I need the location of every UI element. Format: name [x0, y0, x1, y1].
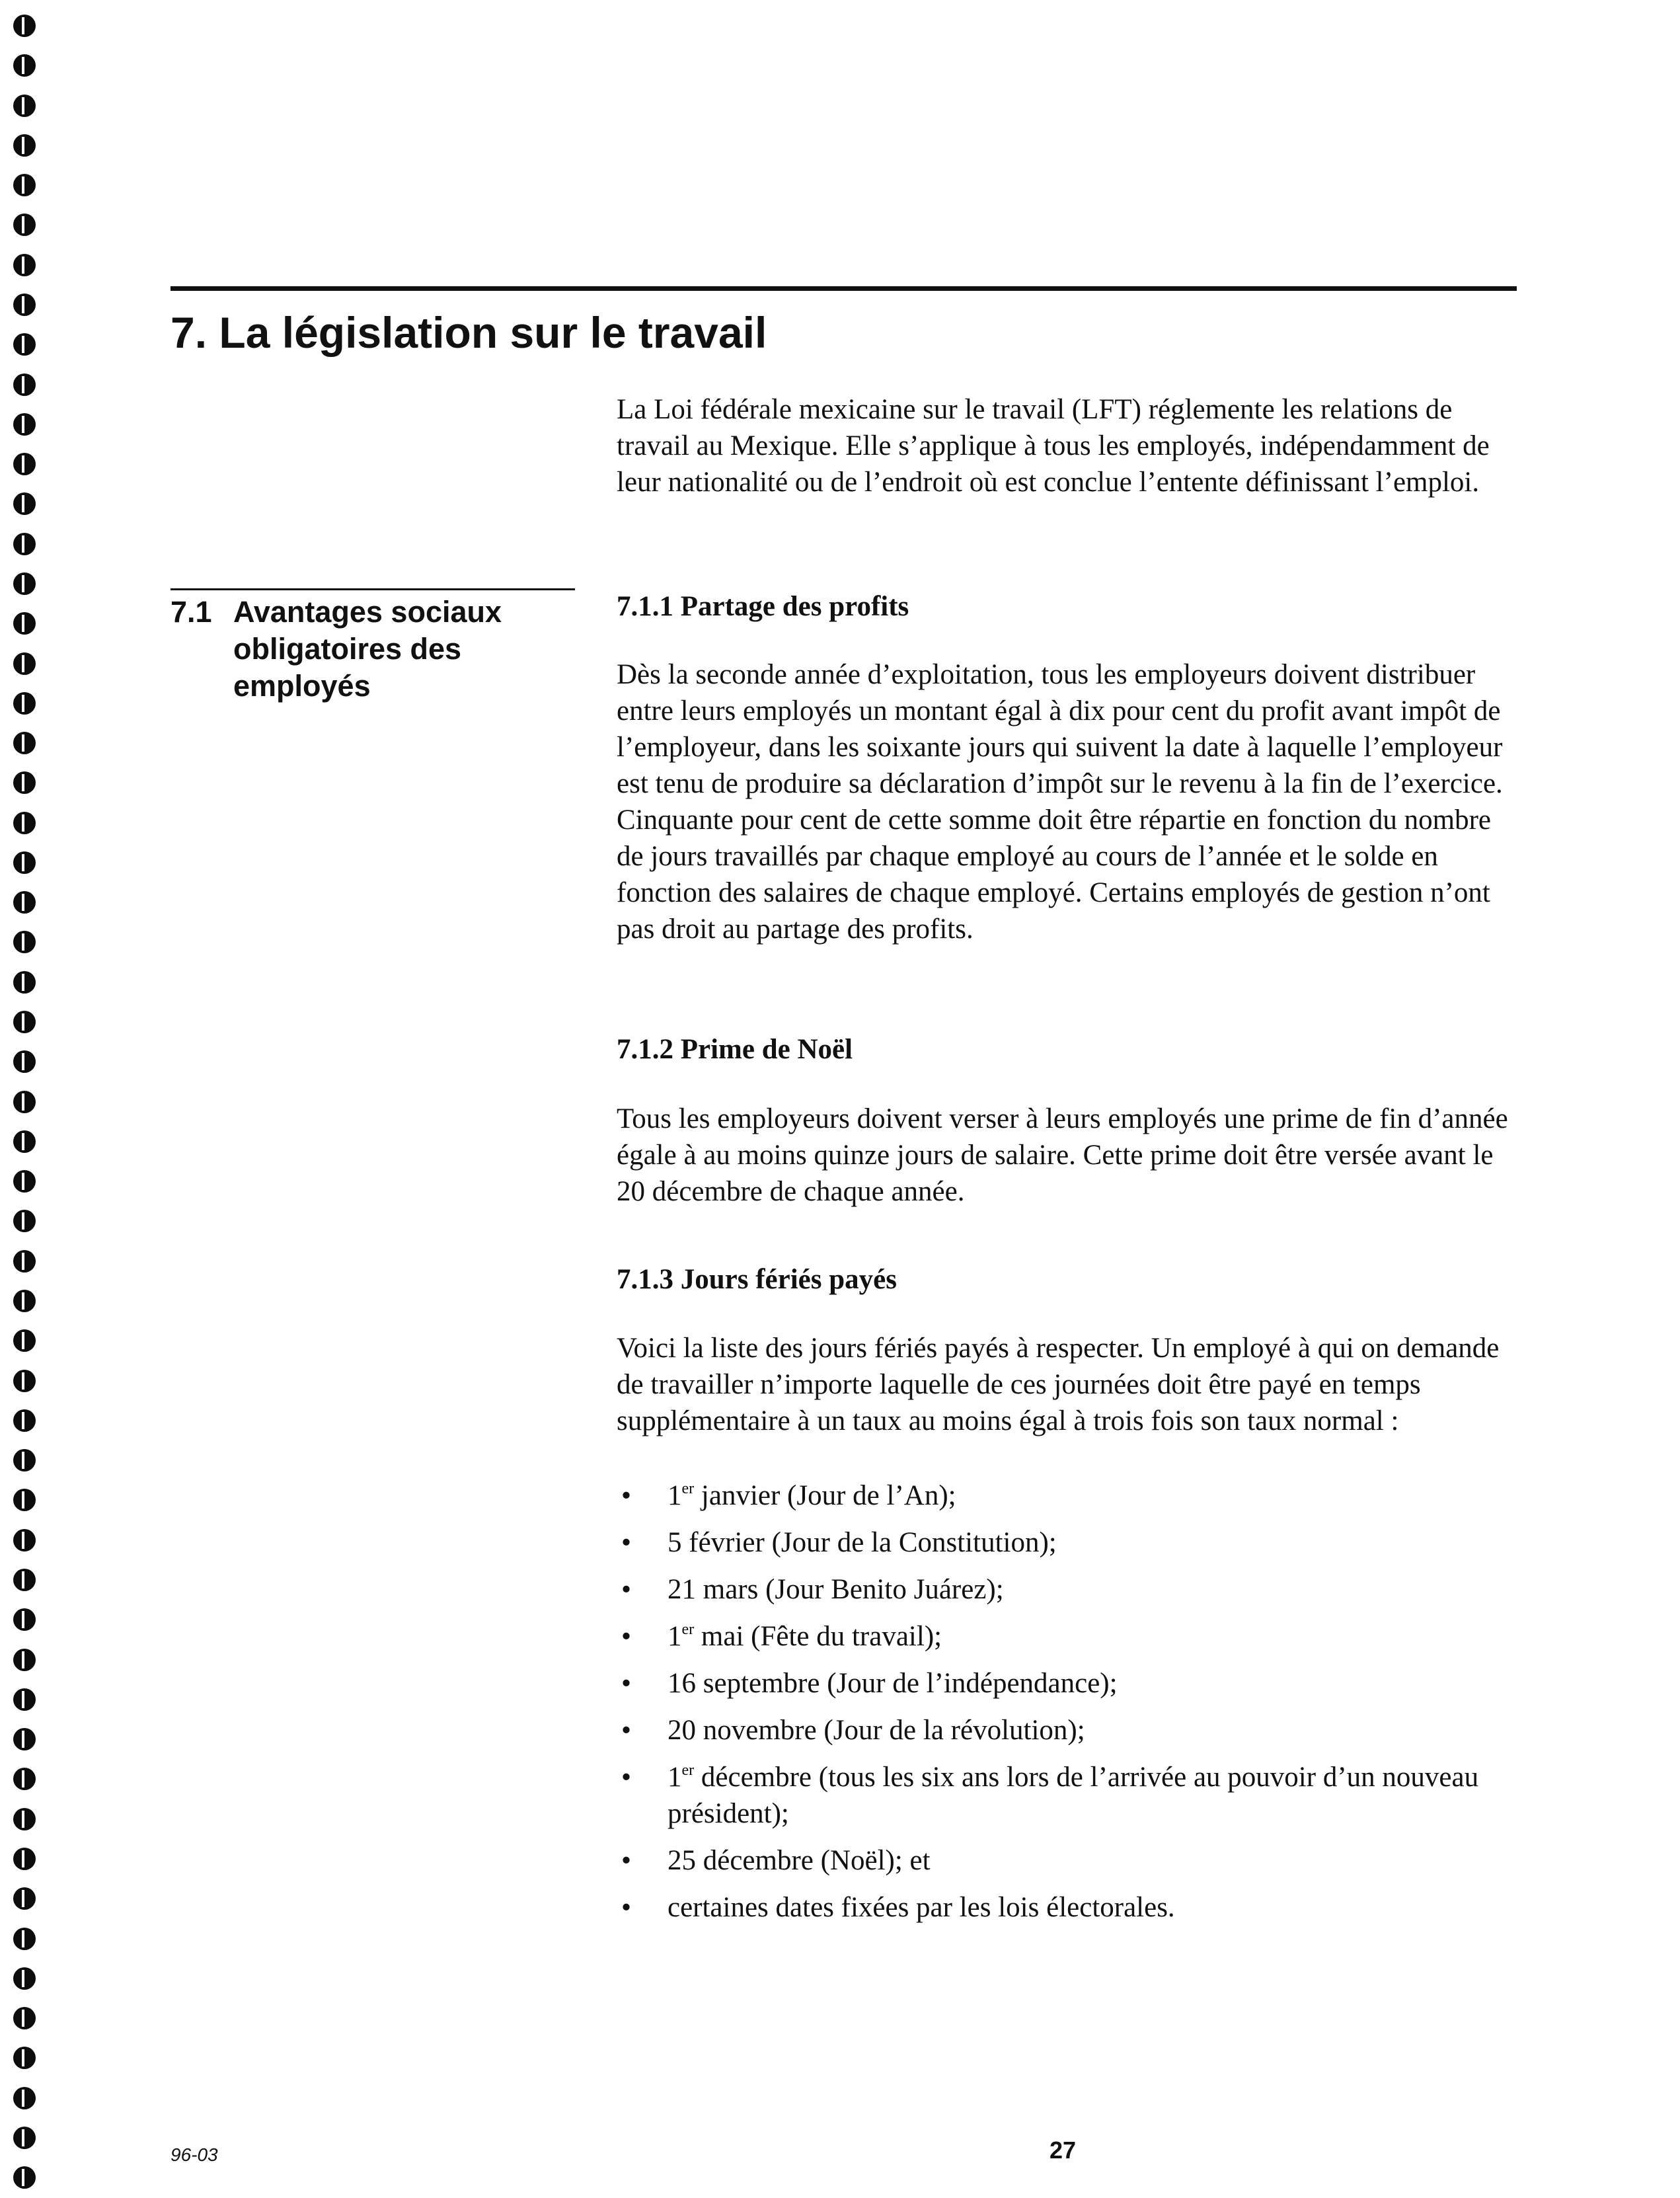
bullet-icon: •	[621, 1845, 632, 1876]
binding-hole	[13, 2166, 36, 2189]
subsection-heading-christmas-bonus	[617, 1031, 1522, 1068]
holiday-list-item	[615, 1759, 1520, 1832]
binding-hole	[13, 1967, 36, 1990]
binding-hole	[13, 533, 36, 555]
subsection-heading-paid-holidays	[617, 1261, 1522, 1298]
binding-hole	[13, 1728, 36, 1750]
subsection-heading: 7.1.2 Prime de Noël	[617, 1034, 853, 1065]
holiday-list-item	[615, 1842, 1520, 1879]
binding-hole	[13, 971, 36, 994]
subsection-paragraph-christmas-bonus	[617, 1101, 1522, 1210]
holiday-list-item	[615, 1618, 1520, 1655]
binding-hole	[13, 1210, 36, 1232]
bullet-icon: •	[621, 1527, 632, 1558]
ordinal-suffix: er	[681, 1621, 695, 1638]
binding-hole	[13, 2127, 36, 2149]
holiday-text: 21 mars (Jour Benito Juárez);	[668, 1574, 1004, 1605]
holiday-text: mai (Fête du travail);	[701, 1621, 942, 1652]
holiday-list-item	[615, 1889, 1520, 1926]
section-rule	[171, 588, 575, 590]
subsection-heading: 7.1.3 Jours fériés payés	[617, 1264, 897, 1295]
binding-hole	[13, 1529, 36, 1551]
subsection-text: Tous les employeurs doivent verser à leurs employés une prime de fin d’année égale à au moins quinze jours de salaire. Cette prime doit être versée avant le 20 décembre de chaque année.	[617, 1103, 1508, 1207]
binding-hole	[13, 1130, 36, 1153]
binding-hole	[13, 732, 36, 754]
subsection-paragraph-profit-sharing	[617, 656, 1522, 947]
binding-hole	[13, 1170, 36, 1193]
document-code: 96-03	[171, 2144, 218, 2165]
intro-text: La Loi fédérale mexicaine sur le travail (LFT) réglemente les relations de travail au Mexique. Elle s’applique à tous les employés, indépendamment de leur nationalité ou de l’endroit où est conclue l’entente définissant l’emploi.	[617, 394, 1490, 498]
binding-hole	[13, 492, 36, 515]
binding-hole	[13, 1569, 36, 1591]
binding-hole	[13, 891, 36, 914]
binding-hole	[13, 851, 36, 874]
binding-hole	[13, 2047, 36, 2069]
binding-hole	[13, 1011, 36, 1033]
chapter-rule	[171, 286, 1517, 291]
holiday-list-item	[615, 1571, 1520, 1608]
holiday-list-item	[615, 1477, 1520, 1514]
binding-hole	[13, 1091, 36, 1113]
section-number: 7.1	[171, 595, 212, 629]
bullet-icon: •	[621, 1574, 632, 1605]
binding-hole	[13, 652, 36, 675]
binding-hole	[13, 612, 36, 635]
bullet-icon: •	[621, 1480, 632, 1511]
binding-hole	[13, 1928, 36, 1950]
bullet-icon: •	[621, 1621, 632, 1652]
page-number: 27	[1050, 2137, 1077, 2164]
bullet-icon: •	[621, 1762, 632, 1793]
binding-hole	[13, 771, 36, 794]
bullet-icon: •	[621, 1892, 632, 1923]
binding-hole	[13, 1329, 36, 1352]
binding-hole	[13, 1688, 36, 1711]
subsection-paragraph-paid-holidays	[617, 1330, 1522, 1439]
binding-hole	[13, 54, 36, 77]
binding-hole	[13, 1449, 36, 1472]
chapter-title: 7. La législation sur le travail	[171, 308, 767, 357]
binding-hole	[13, 254, 36, 276]
binding-hole	[13, 1608, 36, 1631]
binding-hole	[13, 1489, 36, 1511]
binding-hole	[13, 1848, 36, 1870]
binding-hole	[13, 1409, 36, 1432]
spiral-binding	[13, 15, 40, 2189]
binding-hole	[13, 1290, 36, 1312]
binding-hole	[13, 692, 36, 715]
subsection-heading: 7.1.1 Partage des profits	[617, 591, 909, 622]
binding-hole	[13, 572, 36, 595]
binding-hole	[13, 2087, 36, 2109]
holiday-text: 25 décembre (Noël); et	[668, 1845, 931, 1876]
binding-hole	[13, 1887, 36, 1910]
binding-hole	[13, 1768, 36, 1790]
binding-hole	[13, 1370, 36, 1392]
binding-hole	[13, 294, 36, 316]
binding-hole	[13, 1050, 36, 1073]
binding-hole	[13, 2007, 36, 2029]
intro-paragraph	[617, 391, 1522, 500]
ordinal-suffix: er	[681, 1762, 695, 1779]
binding-hole	[13, 812, 36, 834]
subsection-text: Voici la liste des jours fériés payés à respecter. Un employé à qui on demande de travailler n’importe laquelle de ces journées doit être payé en temps supplémentaire à un taux au moins égal à trois fois son taux normal :	[617, 1333, 1500, 1436]
subsection-heading-profit-sharing	[617, 588, 1522, 625]
bullet-icon: •	[621, 1668, 632, 1699]
binding-hole	[13, 1808, 36, 1830]
holiday-list-item	[615, 1665, 1520, 1702]
ordinal-suffix: er	[681, 1480, 695, 1497]
binding-hole	[13, 453, 36, 475]
holiday-text: janvier (Jour de l’An);	[701, 1480, 956, 1511]
bullet-icon: •	[621, 1715, 632, 1746]
binding-hole	[13, 373, 36, 396]
section-title: Avantages sociaux obligatoires des employés	[233, 595, 502, 703]
holiday-text: 20 novembre (Jour de la révolution);	[668, 1715, 1085, 1746]
holiday-list-item	[615, 1524, 1520, 1561]
holiday-list-item	[615, 1712, 1520, 1748]
binding-hole	[13, 15, 36, 37]
binding-hole	[13, 214, 36, 236]
binding-hole	[13, 413, 36, 436]
holiday-text: 16 septembre (Jour de l’indépendance);	[668, 1668, 1118, 1699]
subsection-text: Dès la seconde année d’exploitation, tous les employeurs doivent distribuer entre leurs employés un montant égal à dix pour cent du profit avant impôt de l’employeur, dans les soixante jours qui suivent la date à laquelle l’employeur est tenu de produire sa déclaration d’impôt sur le revenu à la fin de l’exercice. Cinquante pour cent de cette somme doit être répartie en fonction du nombre de jours travaillés par chaque employé au cours de l’année et le solde en fonction des salaires de chaque employé. Certains employés de gestion n’ont pas droit au partage des profits.	[617, 659, 1503, 945]
holiday-day-number: 1	[668, 1480, 682, 1511]
binding-hole	[13, 333, 36, 356]
holiday-text: décembre (tous les six ans lors de l’arrivée au pouvoir d’un nouveau président);	[668, 1762, 1479, 1829]
holiday-text: 5 février (Jour de la Constitution);	[668, 1527, 1057, 1558]
holiday-text: certaines dates fixées par les lois électorales.	[668, 1892, 1175, 1923]
binding-hole	[13, 174, 36, 196]
holiday-day-number: 1	[668, 1762, 682, 1793]
binding-hole	[13, 1649, 36, 1671]
binding-hole	[13, 95, 36, 117]
holiday-list	[615, 1477, 1520, 1936]
binding-hole	[13, 931, 36, 953]
binding-hole	[13, 134, 36, 157]
binding-hole	[13, 1250, 36, 1273]
holiday-day-number: 1	[668, 1621, 682, 1652]
